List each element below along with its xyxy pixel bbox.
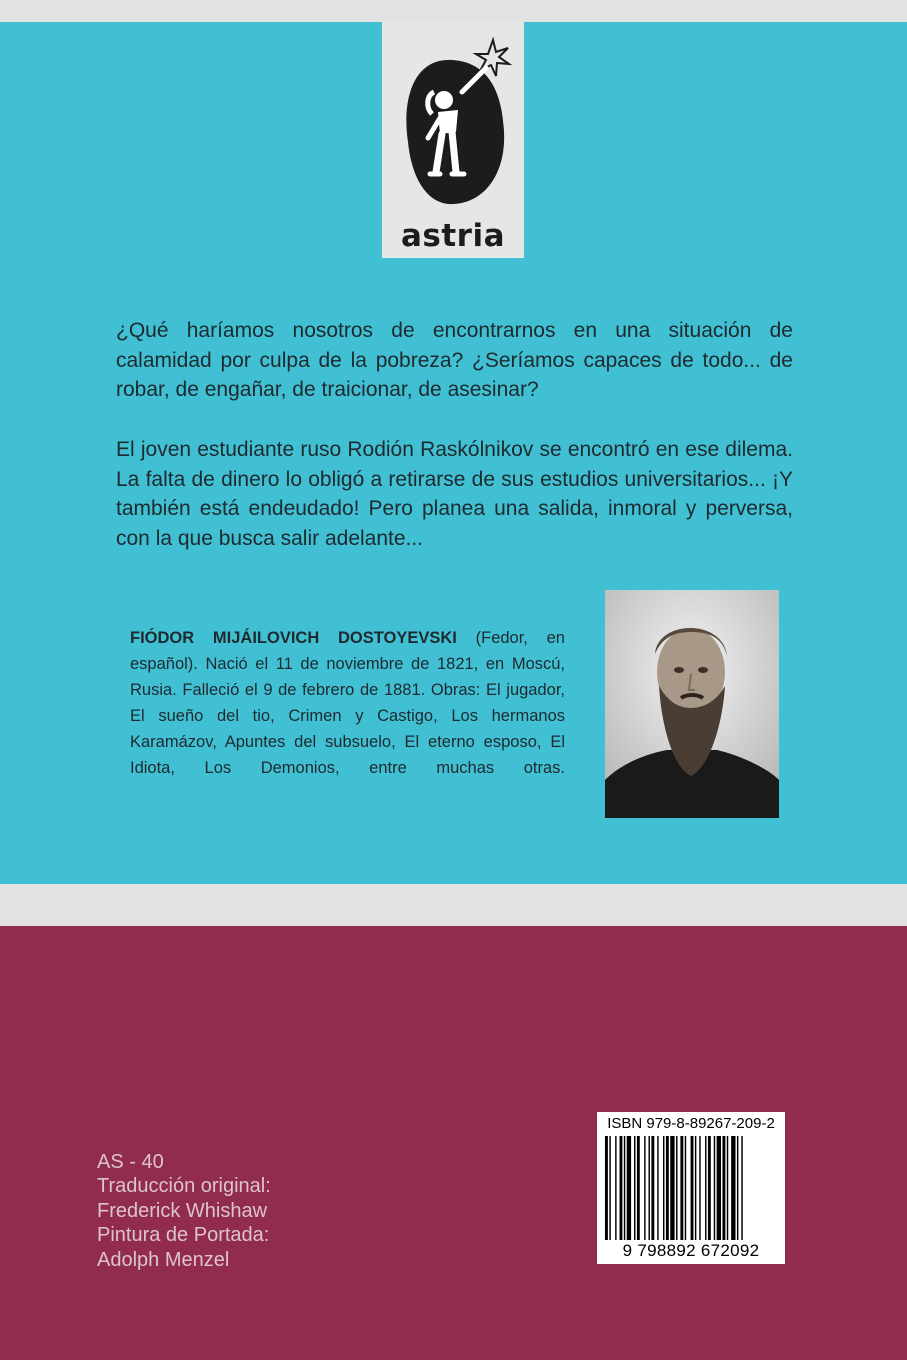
barcode-bar <box>651 1136 654 1240</box>
author-name: FIÓDOR MIJÁILOVICH DOSTOYEVSKI <box>130 629 457 647</box>
barcode-bar <box>666 1136 669 1240</box>
barcode-bar <box>731 1136 735 1240</box>
girl-reaching-star-icon <box>382 22 524 222</box>
isbn-number: ISBN 979-8-89267-209-2 <box>607 1115 775 1132</box>
barcode-bar <box>722 1136 725 1240</box>
credits-block <box>97 1150 271 1272</box>
barcode-bar <box>741 1136 742 1240</box>
barcode-bar <box>615 1136 616 1240</box>
publisher-name: astria <box>400 218 506 254</box>
translator-name: Frederick Whishaw <box>97 1199 268 1222</box>
barcode-bar <box>705 1136 706 1240</box>
barcode-bar <box>637 1136 640 1240</box>
barcode-digits: 9 798892 672092 <box>622 1241 760 1260</box>
barcode-bar <box>691 1136 694 1240</box>
barcode-bar <box>685 1136 686 1240</box>
barcode-bar <box>676 1136 677 1240</box>
barcode-bar <box>717 1136 721 1240</box>
barcode-bar <box>634 1136 635 1240</box>
collection-code: AS - 40 <box>97 1151 164 1173</box>
barcode-bar <box>627 1136 631 1240</box>
barcode-bar <box>708 1136 711 1240</box>
painter-name: Adolph Menzel <box>97 1248 230 1271</box>
barcode-bar <box>680 1136 683 1240</box>
translation-label: Traducción original: <box>97 1175 271 1198</box>
synopsis-paragraph-1: ¿Qué haríamos nosotros de encontrarnos en una situación de calamidad por culpa de la pobreza? ¿Seríamos capaces de todo... de robar, de engañar, de traicionar, de asesinar? <box>116 319 793 401</box>
barcode-bar <box>670 1136 674 1240</box>
barcode-bar <box>727 1136 728 1240</box>
barcode-bar <box>699 1136 700 1240</box>
barcode-bar <box>714 1136 715 1240</box>
barcode-bar <box>605 1136 608 1240</box>
barcode-bar <box>737 1136 738 1240</box>
synopsis-paragraph-2: El joven estudiante ruso Rodión Raskólnikov se encontró en ese dilema. La falta de dinero lo obligó a retirarse de sus estudios universitarios... ¡Y también está endeudado! Pero planea una salida, inmoral y perversa, con la que busca salir adelante... <box>116 438 793 550</box>
barcode-bars <box>605 1136 777 1240</box>
barcode-bar <box>663 1136 664 1240</box>
barcode-bar <box>695 1136 696 1240</box>
isbn-barcode <box>597 1112 785 1264</box>
cover-painting-label: Pintura de Portada: <box>97 1224 270 1247</box>
author-portrait <box>605 590 779 818</box>
barcode-bar <box>649 1136 650 1240</box>
publisher-logo <box>382 22 524 258</box>
author-bio <box>130 625 565 781</box>
barcode-bar <box>644 1136 645 1240</box>
barcode-bar <box>609 1136 610 1240</box>
author-bio-text: (Fedor, en español). Nació el 11 de noviembre de 1821, en Moscú, Rusia. Falleció el 9 de febrero de 1881. Obras: El jugador, El sueño del tio, Crimen y Castigo, Los hermanos Karamázov, Apuntes del subsuelo, El eterno esposo, El Idiota, Los Demonios, entre muchas otras. <box>130 629 565 777</box>
barcode-bar <box>620 1136 623 1240</box>
barcode-bar <box>624 1136 625 1240</box>
barcode-bar <box>657 1136 658 1240</box>
